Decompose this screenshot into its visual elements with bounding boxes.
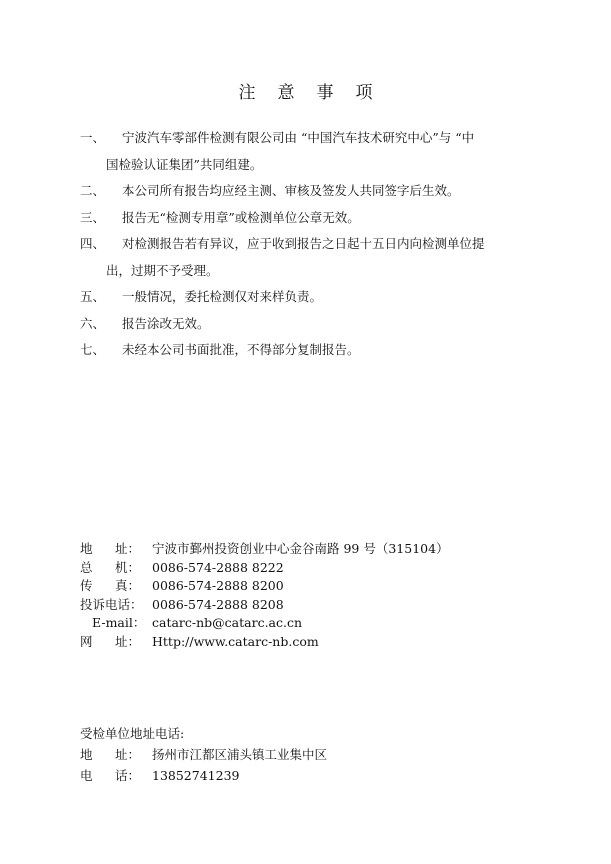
notice-text: 未经本公司书面批准，不得部分复制报告。 <box>122 342 360 357</box>
fax-label: 传 真： <box>80 578 140 593</box>
notice-text-continued: 出，过期不予受理。 <box>106 262 219 278</box>
email-value[interactable]: catarc-nb@catarc.ac.cn <box>152 615 303 630</box>
contact-web-row <box>80 633 540 652</box>
contact-fax-row <box>80 577 540 596</box>
notice-number: 四、 <box>80 236 106 251</box>
client-address-row <box>80 744 540 765</box>
client-address-value: 扬州市江都区浦头镇工业集中区 <box>152 747 328 762</box>
notice-item-2 <box>80 178 550 205</box>
page-title: 注意事项 <box>238 83 395 103</box>
notice-item-3 <box>80 205 550 232</box>
notice-text: 一般情况，委托检测仅对来样负责。 <box>122 289 323 304</box>
notice-item-6 <box>80 311 550 338</box>
notice-text: 本公司所有报告均应经主测、审核及签发人共同签字后生效。 <box>122 183 460 198</box>
client-address-label: 地 址： <box>80 747 140 762</box>
client-phone-row <box>80 765 540 786</box>
notice-item-5 <box>80 284 550 311</box>
notice-number: 六、 <box>80 315 106 331</box>
email-label: E-mail： <box>92 615 146 630</box>
notice-item-4 <box>80 231 550 284</box>
client-heading: 受检单位地址电话: <box>80 726 185 741</box>
address-label: 地 址： <box>80 541 140 556</box>
notice-number: 五、 <box>80 289 106 304</box>
notice-text: 报告无“检测专用章”或检测单位公章无效。 <box>122 209 360 225</box>
contact-phone-row <box>80 559 540 578</box>
complaint-label: 投诉电话： <box>80 596 143 612</box>
client-contact-block <box>80 723 540 786</box>
fax-value: 0086-574-2888 8200 <box>152 578 284 593</box>
contact-address-row <box>80 540 540 559</box>
contact-email-row <box>80 614 540 633</box>
notice-list <box>80 125 550 364</box>
client-phone-label: 电 话： <box>80 768 140 783</box>
company-contact-block <box>80 540 540 651</box>
complaint-value: 0086-574-2888 8208 <box>152 596 284 612</box>
notice-text: 报告涂改无效。 <box>122 315 210 331</box>
notice-text: 对检测报告若有异议，应于收到报告之日起十五日内向检测单位提 <box>122 236 485 251</box>
notice-number: 二、 <box>80 183 106 198</box>
notice-number: 一、 <box>80 130 106 145</box>
website-label: 网 址： <box>80 633 140 649</box>
client-phone-value: 13852741239 <box>152 768 240 783</box>
notice-text: 宁波汽车零部件检测有限公司由 “中国汽车技术研究中心”与 “中 <box>122 130 475 145</box>
notice-number: 七、 <box>80 342 106 357</box>
phone-value: 0086-574-2888 8222 <box>152 559 284 575</box>
notice-number: 三、 <box>80 209 106 225</box>
contact-complaint-row <box>80 596 540 615</box>
website-link[interactable]: Http://www.catarc-nb.com <box>152 633 319 649</box>
phone-label: 总 机： <box>80 559 140 575</box>
notice-item-1 <box>80 125 550 178</box>
notice-text-continued: 国检验认证集团”共同组建。 <box>106 156 263 172</box>
notice-item-7 <box>80 337 550 364</box>
address-value: 宁波市鄞州投资创业中心金谷南路 99 号（315104） <box>152 541 449 556</box>
